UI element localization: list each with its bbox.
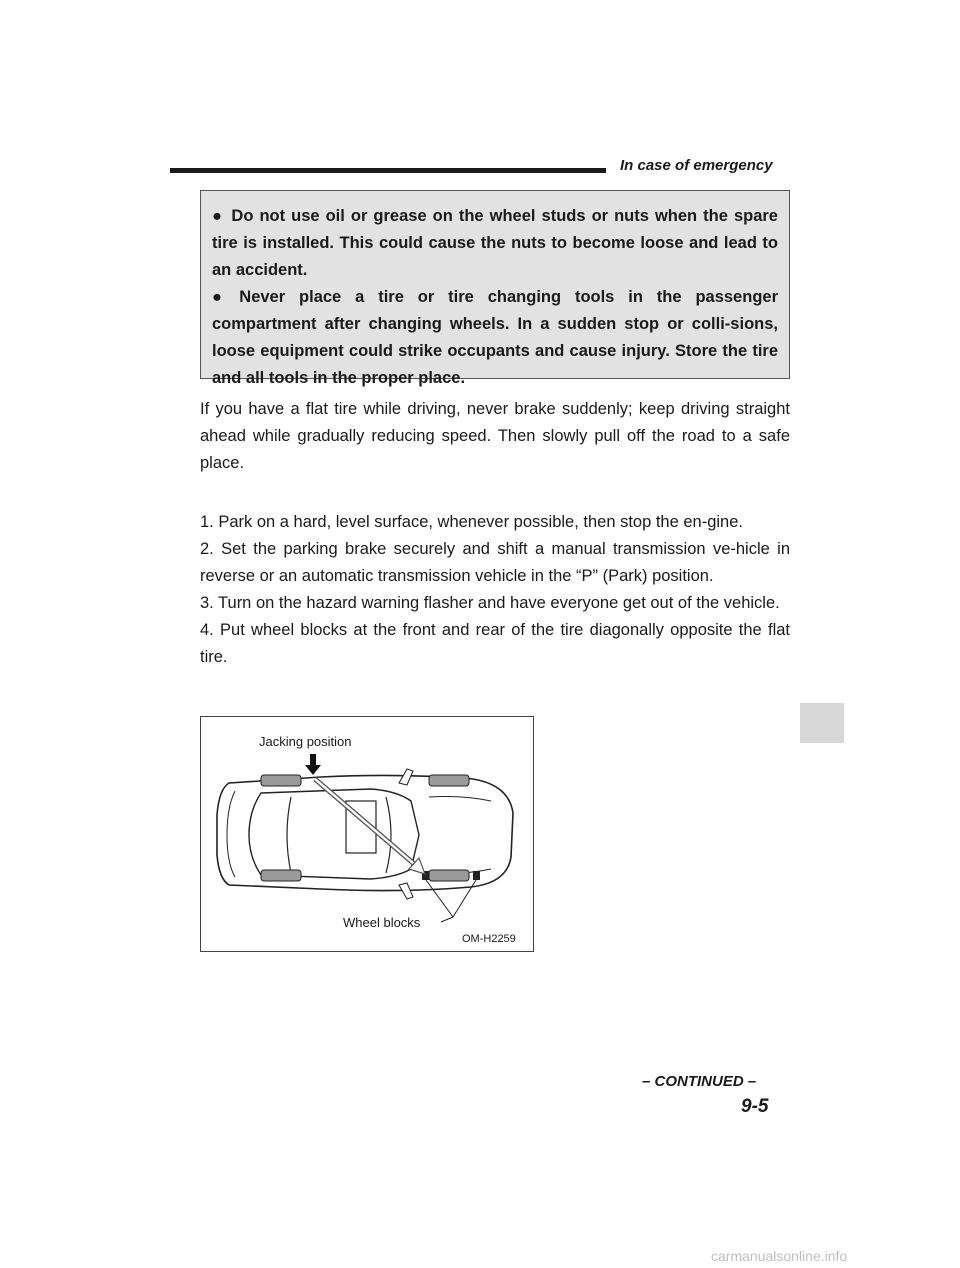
step-item: 4. Put wheel blocks at the front and rear of the tire diagonally opposite the flat tire. xyxy=(200,621,790,666)
jacking-position-label: Jacking position xyxy=(259,734,352,749)
warning-text: Do not use oil or grease on the wheel studs or nuts when the spare tire is installed. This could cause the nuts to become loose and lead to an accident. xyxy=(212,207,778,279)
bullet-icon: ● xyxy=(212,207,224,225)
intro-paragraph: If you have a flat tire while driving, never brake suddenly; keep driving straight ahead while gradually reducing speed. Then slowly pull off the road to a safe place. xyxy=(200,400,790,472)
warning-box xyxy=(200,190,790,387)
warning-text: Never place a tire or tire changing tools in the passenger compartment after changing wheels. In a sudden stop or colli-sions, loose equipment could strike occupants and cause injury. Store the tire and all tools in the proper place. xyxy=(212,288,778,387)
step-item: 2. Set the parking brake securely and shift a manual transmission ve-hicle in reverse or an automatic transmission vehicle in the “P” (Park) position. xyxy=(200,540,790,585)
car-diagram-figure xyxy=(200,716,534,952)
step-item: 1. Park on a hard, level surface, whenever possible, then stop the en-gine. xyxy=(200,513,743,531)
steps-list xyxy=(200,509,790,671)
page-number: 9-5 xyxy=(741,1096,769,1117)
header-rule xyxy=(170,168,606,173)
bullet-icon: ● xyxy=(212,288,232,306)
chapter-tab xyxy=(800,703,844,743)
wheel-blocks-label: Wheel blocks xyxy=(343,915,421,930)
section-title: In case of emergency xyxy=(620,157,773,174)
figure-code: OM-H2259 xyxy=(462,933,516,945)
warning-item xyxy=(212,203,778,284)
warning-item xyxy=(212,284,778,392)
watermark: carmanualsonline.info xyxy=(711,1248,848,1264)
continued-label: – CONTINUED – xyxy=(642,1073,757,1090)
step-item: 3. Turn on the hazard warning flasher and have everyone get out of the vehicle. xyxy=(200,594,780,612)
